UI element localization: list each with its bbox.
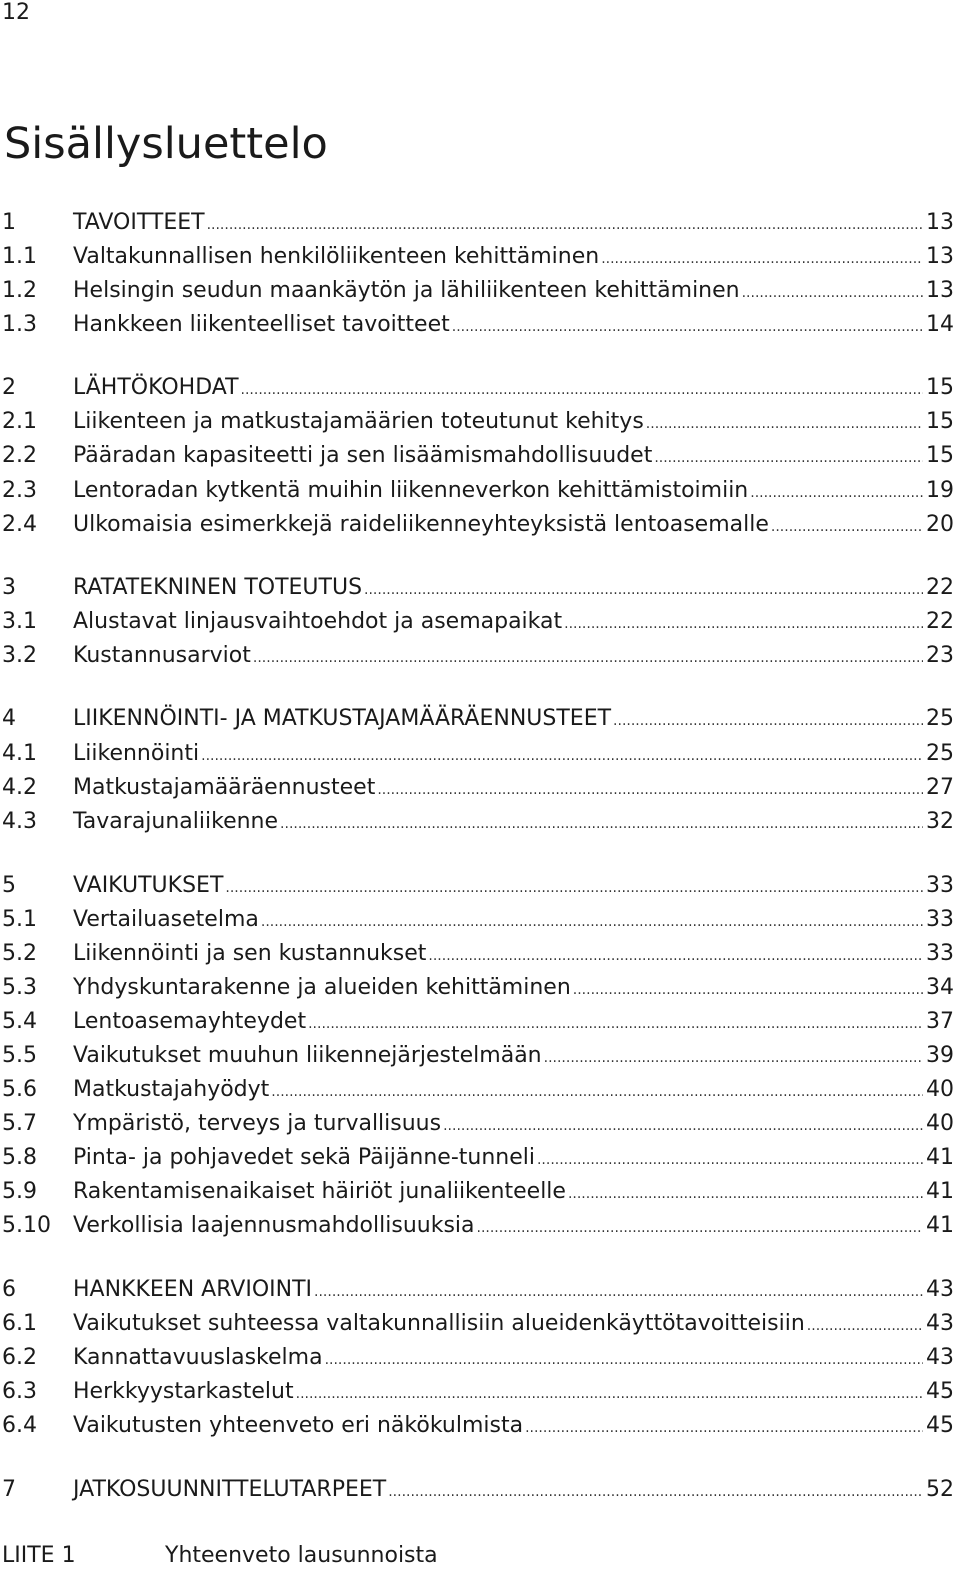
- toc-entry-label: Rakentamisenaikaiset häiriöt junaliikenteelle: [73, 1179, 566, 1204]
- dot-leader: [271, 1077, 923, 1107]
- toc-entry-page: 20: [926, 512, 954, 537]
- toc-entry-number: 1: [2, 210, 16, 235]
- dot-leader: [308, 1009, 923, 1039]
- toc-entry-label: Vaikutukset suhteessa valtakunnallisiin alueidenkäyttötavoitteisiin: [73, 1311, 805, 1336]
- page-number: 12: [2, 0, 30, 25]
- toc-entry-label: RATATEKNINEN TOTEUTUS: [73, 575, 363, 600]
- toc-entry-number: 4: [2, 706, 16, 731]
- dot-leader: [388, 1477, 923, 1507]
- toc-entry-label: LIIKENNÖINTI- JA MATKUSTAJAMÄÄRÄENNUSTEET: [73, 706, 612, 731]
- toc-entry-page: 25: [926, 741, 954, 766]
- toc-entry-number: 3.1: [2, 609, 37, 634]
- toc-entry-label: Kustannusarviot: [73, 643, 251, 668]
- toc-entry-page: 15: [926, 443, 954, 468]
- toc-entry-label: Lentoasemayhteydet: [73, 1009, 307, 1034]
- toc-entry-label: JATKOSUUNNITTELUTARPEET: [73, 1477, 387, 1502]
- toc-entry[interactable]: [0, 1007, 954, 1037]
- toc-entry-page: 13: [926, 244, 954, 269]
- dot-leader: [544, 1043, 923, 1073]
- page-title: Sisällysluettelo: [4, 119, 328, 169]
- toc-entry-page: 34: [926, 975, 954, 1000]
- toc-entry-page: 22: [926, 575, 954, 600]
- toc-entry[interactable]: [0, 407, 954, 437]
- toc-entry-number: 6: [2, 1277, 16, 1302]
- dot-leader: [261, 907, 923, 937]
- toc-entry-label: Ympäristö, terveys ja turvallisuus: [73, 1111, 442, 1136]
- toc-entry[interactable]: [0, 1309, 954, 1339]
- toc-entry-label: Kannattavuuslaskelma: [73, 1345, 323, 1370]
- toc-entry-page: 13: [926, 210, 954, 235]
- toc-entry-label: Helsingin seudun maankäytön ja lähiliikenteen kehittäminen: [73, 278, 740, 303]
- dot-leader: [568, 1179, 923, 1209]
- toc-entry-number: 5.7: [2, 1111, 37, 1136]
- toc-entry-page: 43: [926, 1277, 954, 1302]
- toc-entry[interactable]: [0, 310, 954, 340]
- toc-entry-number: 5.3: [2, 975, 37, 1000]
- dot-leader: [573, 975, 923, 1005]
- toc-entry[interactable]: [0, 1411, 954, 1441]
- toc-entry[interactable]: [0, 573, 954, 603]
- toc-entry[interactable]: [0, 1343, 954, 1373]
- toc-entry-page: 22: [926, 609, 954, 634]
- toc-entry-number: 6.2: [2, 1345, 37, 1370]
- toc-entry-number: 5.6: [2, 1077, 37, 1102]
- toc-entry-number: 2.1: [2, 409, 37, 434]
- toc-entry-number: 6.4: [2, 1413, 37, 1438]
- toc-entry-number: 5.4: [2, 1009, 37, 1034]
- toc-entry[interactable]: [0, 208, 954, 238]
- toc-entry-page: 13: [926, 278, 954, 303]
- dot-leader: [207, 210, 923, 240]
- toc-entry-label: Pääradan kapasiteetti ja sen lisäämismahdollisuudet: [73, 443, 653, 468]
- toc-entry[interactable]: [0, 939, 954, 969]
- toc-entry[interactable]: [0, 739, 954, 769]
- toc-entry-page: 43: [926, 1345, 954, 1370]
- toc-entry-label: LÄHTÖKOHDAT: [73, 375, 239, 400]
- toc-entry-label: Tavarajunaliikenne: [73, 809, 279, 834]
- toc-entry[interactable]: [0, 773, 954, 803]
- toc-entry-number: 5.2: [2, 941, 37, 966]
- toc-entry-number: 2.2: [2, 443, 37, 468]
- dot-leader: [280, 809, 923, 839]
- dot-leader: [443, 1111, 923, 1141]
- toc-entry-number: 6.3: [2, 1379, 37, 1404]
- dot-leader: [364, 575, 923, 605]
- toc-entry[interactable]: [0, 510, 954, 540]
- dot-leader: [564, 609, 923, 639]
- toc-entry-page: 15: [926, 375, 954, 400]
- toc-entry[interactable]: [0, 871, 954, 901]
- toc-entry-number: 3.2: [2, 643, 37, 668]
- toc-entry-number: 5.8: [2, 1145, 37, 1170]
- toc-entry-label: Herkkyystarkastelut: [73, 1379, 294, 1404]
- toc-entry-page: 41: [926, 1213, 954, 1238]
- toc-entry-label: Vaikutusten yhteenveto eri näkökulmista: [73, 1413, 524, 1438]
- toc-entry-page: 27: [926, 775, 954, 800]
- dot-leader: [296, 1379, 923, 1409]
- toc-entry-page: 39: [926, 1043, 954, 1068]
- toc-entry-page: 43: [926, 1311, 954, 1336]
- toc-entry-page: 19: [926, 478, 954, 503]
- toc-entry[interactable]: [0, 973, 954, 1003]
- toc-entry-label: Lentoradan kytkentä muihin liikenneverkon kehittämistoimiin: [73, 478, 749, 503]
- toc-entry-number: 5.1: [2, 907, 37, 932]
- toc-entry-page: 33: [926, 873, 954, 898]
- dot-leader: [750, 478, 923, 508]
- toc-entry-number: 1.1: [2, 244, 37, 269]
- dot-leader: [537, 1145, 923, 1175]
- toc-entry[interactable]: [0, 1177, 954, 1207]
- toc-entry[interactable]: [0, 476, 954, 506]
- toc-entry-label: Alustavat linjausvaihtoehdot ja asemapaikat: [73, 609, 563, 634]
- toc-entry-number: 4.3: [2, 809, 37, 834]
- toc-entry[interactable]: [0, 1143, 954, 1173]
- dot-leader: [601, 244, 923, 274]
- toc-entry-label: TAVOITTEET: [73, 210, 205, 235]
- toc-entry-label: Hankkeen liikenteelliset tavoitteet: [73, 312, 450, 337]
- toc-entry-number: 2: [2, 375, 16, 400]
- toc-entry-page: 14: [926, 312, 954, 337]
- toc-entry-page: 32: [926, 809, 954, 834]
- toc-entry-number: 6.1: [2, 1311, 37, 1336]
- dot-leader: [241, 375, 923, 405]
- toc-entry[interactable]: [0, 704, 954, 734]
- appendix-label: Yhteenveto lausunnoista: [165, 1543, 438, 1568]
- dot-leader: [525, 1413, 923, 1443]
- toc-entry[interactable]: [0, 641, 954, 671]
- toc-entry-label: HANKKEEN ARVIOINTI: [73, 1277, 313, 1302]
- toc-entry-label: Pinta- ja pohjavedet sekä Päijänne-tunneli: [73, 1145, 535, 1170]
- toc-entry-page: 45: [926, 1413, 954, 1438]
- toc-entry-page: 37: [926, 1009, 954, 1034]
- dot-leader: [253, 643, 923, 673]
- toc-entry-label: Vertailuasetelma: [73, 907, 259, 932]
- toc-entry[interactable]: [0, 905, 954, 935]
- toc-entry-number: 5.5: [2, 1043, 37, 1068]
- toc-entry-page: 23: [926, 643, 954, 668]
- toc-entry-number: 5: [2, 873, 16, 898]
- toc-entry-label: Ulkomaisia esimerkkejä raideliikenneyhteyksistä lentoasemalle: [73, 512, 769, 537]
- toc-entry-label: Vaikutukset muuhun liikennejärjestelmään: [73, 1043, 542, 1068]
- toc-entry-number: 7: [2, 1477, 16, 1502]
- toc-entry[interactable]: [0, 807, 954, 837]
- toc-entry-number: 5.9: [2, 1179, 37, 1204]
- toc-entry-page: 40: [926, 1077, 954, 1102]
- dot-leader: [314, 1277, 923, 1307]
- toc-entry-number: 3: [2, 575, 16, 600]
- toc-entry-number: 2.4: [2, 512, 37, 537]
- toc-entry-page: 40: [926, 1111, 954, 1136]
- toc-entry-number: 2.3: [2, 478, 37, 503]
- toc-entry-page: 15: [926, 409, 954, 434]
- dot-leader: [654, 443, 923, 473]
- dot-leader: [742, 278, 923, 308]
- toc-entry-number: 4.2: [2, 775, 37, 800]
- toc-entry-label: Yhdyskuntarakenne ja alueiden kehittäminen: [73, 975, 571, 1000]
- toc-entry-page: 41: [926, 1145, 954, 1170]
- toc-entry-label: Liikenteen ja matkustajamäärien toteutunut kehitys: [73, 409, 644, 434]
- toc-entry[interactable]: [0, 1475, 954, 1505]
- toc-entry-label: Liikennöinti ja sen kustannukset: [73, 941, 427, 966]
- dot-leader: [325, 1345, 923, 1375]
- appendix-number: LIITE 1: [2, 1543, 76, 1568]
- toc-entry[interactable]: [0, 1211, 954, 1241]
- toc-entry[interactable]: [0, 607, 954, 637]
- toc-entry[interactable]: [0, 1075, 954, 1105]
- toc-entry-number: 1.2: [2, 278, 37, 303]
- toc-entry[interactable]: [0, 1109, 954, 1139]
- toc-entry-page: 45: [926, 1379, 954, 1404]
- toc-entry-label: Valtakunnallisen henkilöliikenteen kehittäminen: [73, 244, 600, 269]
- toc-entry-page: 41: [926, 1179, 954, 1204]
- dot-leader: [771, 512, 923, 542]
- toc-entry-label: Verkollisia laajennusmahdollisuuksia: [73, 1213, 475, 1238]
- toc-entry-label: VAIKUTUKSET: [73, 873, 224, 898]
- dot-leader: [646, 409, 923, 439]
- toc-entry[interactable]: [0, 242, 954, 272]
- toc-entry-number: 5.10: [2, 1213, 51, 1238]
- dot-leader: [452, 312, 923, 342]
- dot-leader: [201, 741, 923, 771]
- toc-entry-label: Matkustajahyödyt: [73, 1077, 270, 1102]
- dot-leader: [477, 1213, 924, 1243]
- toc-entry-page: 33: [926, 907, 954, 932]
- toc-entry[interactable]: [0, 1377, 954, 1407]
- toc-entry[interactable]: [0, 1041, 954, 1071]
- toc-entry-page: 52: [926, 1477, 954, 1502]
- toc-entry-label: Matkustajamääräennusteet: [73, 775, 376, 800]
- toc-entry-label: Liikennöinti: [73, 741, 200, 766]
- dot-leader: [225, 873, 923, 903]
- toc-entry-page: 33: [926, 941, 954, 966]
- dot-leader: [807, 1311, 923, 1341]
- toc-entry-number: 4.1: [2, 741, 37, 766]
- dot-leader: [377, 775, 923, 805]
- toc-entry[interactable]: [0, 1275, 954, 1305]
- dot-leader: [428, 941, 923, 971]
- toc-entry[interactable]: [0, 373, 954, 403]
- toc-entry-page: 25: [926, 706, 954, 731]
- toc-entry[interactable]: [0, 276, 954, 306]
- toc-entry-number: 1.3: [2, 312, 37, 337]
- dot-leader: [613, 706, 923, 736]
- toc-entry[interactable]: [0, 441, 954, 471]
